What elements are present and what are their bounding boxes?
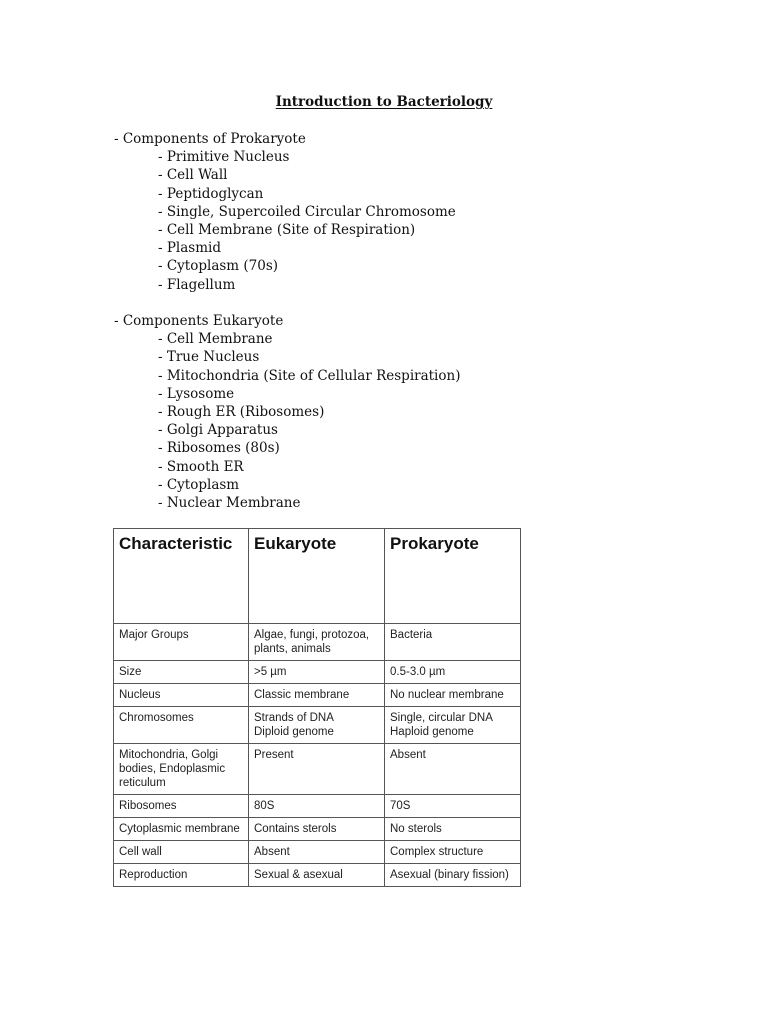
- eukaryote-cell: Classic membrane: [249, 684, 385, 707]
- list-item: - Cytoplasm (70s): [158, 258, 279, 275]
- characteristic-cell: Nucleus: [114, 684, 249, 707]
- table-row: [114, 661, 521, 684]
- column-header-characteristic: Characteristic: [114, 529, 249, 624]
- table-body: [114, 624, 521, 887]
- list-item: - True Nucleus: [158, 349, 260, 366]
- eukaryote-cell: Contains sterols: [249, 818, 385, 841]
- eukaryote-cell: 80S: [249, 795, 385, 818]
- list-item: - Mitochondria (Site of Cellular Respiration): [158, 367, 461, 384]
- eukaryote-section-heading: - Components Eukaryote: [114, 313, 284, 329]
- list-item: - Cytoplasm: [158, 476, 240, 493]
- eukaryote-cell: Sexual & asexual: [249, 864, 385, 887]
- list-item: - Golgi Apparatus: [158, 422, 278, 439]
- eukaryote-cell: Algae, fungi, protozoa, plants, animals: [249, 624, 385, 661]
- list-item: - Plasmid: [158, 240, 221, 257]
- list-item: - Cell Wall: [158, 167, 228, 184]
- prokaryote-cell: 0.5-3.0 µm: [385, 661, 521, 684]
- table-row: [114, 624, 521, 661]
- list-item: - Rough ER (Ribosomes): [158, 403, 325, 420]
- prokaryote-cell: Bacteria: [385, 624, 521, 661]
- prokaryote-cell: Absent: [385, 744, 521, 795]
- table-row: [114, 744, 521, 795]
- page-title: Introduction to Bacteriology: [275, 94, 493, 110]
- list-item: - Smooth ER: [158, 458, 244, 475]
- comparison-table: [113, 528, 521, 887]
- column-header-eukaryote: Eukaryote: [249, 529, 385, 624]
- eukaryote-cell: Strands of DNA Diploid genome: [249, 707, 385, 744]
- prokaryote-cell: Single, circular DNA Haploid genome: [385, 707, 521, 744]
- table-row: [114, 684, 521, 707]
- list-item: - Peptidoglycan: [158, 185, 264, 202]
- table-row: [114, 795, 521, 818]
- prokaryote-cell: No sterols: [385, 818, 521, 841]
- prokaryote-cell: 70S: [385, 795, 521, 818]
- list-item: - Flagellum: [158, 276, 236, 293]
- table-row: [114, 818, 521, 841]
- table-row: [114, 707, 521, 744]
- list-item: - Lysosome: [158, 385, 235, 402]
- characteristic-cell: Cytoplasmic membrane: [114, 818, 249, 841]
- table-row: [114, 864, 521, 887]
- list-item: - Single, Supercoiled Circular Chromosome: [158, 203, 456, 220]
- characteristic-cell: Cell wall: [114, 841, 249, 864]
- eukaryote-cell: >5 µm: [249, 661, 385, 684]
- characteristic-cell: Major Groups: [114, 624, 249, 661]
- characteristic-cell: Chromosomes: [114, 707, 249, 744]
- list-item: - Cell Membrane (Site of Respiration): [158, 221, 416, 238]
- eukaryote-component-list: [114, 330, 460, 512]
- characteristic-cell: Reproduction: [114, 864, 249, 887]
- eukaryote-cell: Absent: [249, 841, 385, 864]
- characteristic-cell: Mitochondria, Golgi bodies, Endoplasmic reticulum: [114, 744, 249, 795]
- characteristic-cell: Size: [114, 661, 249, 684]
- prokaryote-cell: Complex structure: [385, 841, 521, 864]
- list-item: - Primitive Nucleus: [158, 149, 290, 166]
- characteristic-cell: Ribosomes: [114, 795, 249, 818]
- column-header-prokaryote: Prokaryote: [385, 529, 521, 624]
- list-item: - Cell Membrane: [158, 331, 273, 348]
- prokaryote-components-section: [114, 130, 456, 294]
- prokaryote-cell: No nuclear membrane: [385, 684, 521, 707]
- prokaryote-cell: Asexual (binary fission): [385, 864, 521, 887]
- prokaryote-component-list: [114, 148, 456, 294]
- table-header-row: [114, 529, 521, 624]
- eukaryote-components-section: [114, 312, 460, 512]
- table-row: [114, 841, 521, 864]
- list-item: - Nuclear Membrane: [158, 494, 301, 511]
- list-item: - Ribosomes (80s): [158, 440, 280, 457]
- prokaryote-section-heading: - Components of Prokaryote: [114, 131, 306, 147]
- eukaryote-cell: Present: [249, 744, 385, 795]
